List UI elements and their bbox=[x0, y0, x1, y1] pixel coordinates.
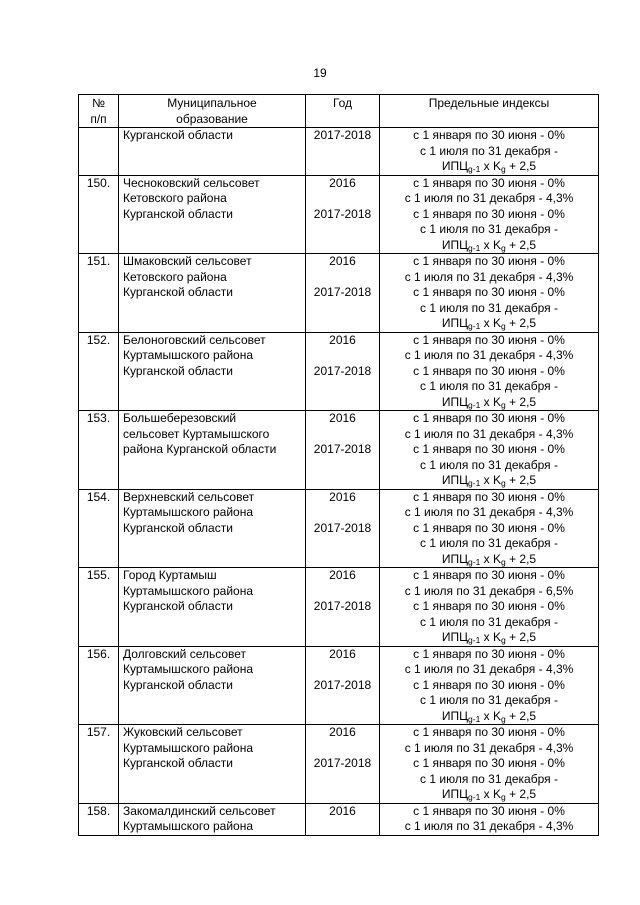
formula-base: ИПЦ bbox=[441, 708, 469, 723]
municipality-name-line: Куртамышского района bbox=[123, 348, 254, 362]
year-2016: 2016 bbox=[329, 175, 356, 190]
row-number bbox=[79, 646, 119, 725]
index-2016-first-half: с 1 января по 30 июня - 0% bbox=[413, 332, 565, 347]
row-number-text: 151. bbox=[86, 254, 111, 268]
year-cell bbox=[306, 332, 380, 411]
formula-multiplier: x K bbox=[480, 473, 501, 487]
formula-multiplier: x K bbox=[480, 630, 501, 644]
table-row bbox=[79, 128, 599, 176]
spacer bbox=[310, 191, 375, 207]
row-number bbox=[79, 489, 119, 568]
year-cell bbox=[306, 725, 380, 804]
year-2016: 2016 bbox=[329, 725, 356, 739]
limit-index-cell bbox=[380, 725, 599, 804]
municipality-name bbox=[119, 489, 306, 568]
formula-addend: + 2,5 bbox=[505, 159, 537, 173]
year-cell bbox=[306, 411, 380, 490]
index-2016-second-half: с 1 июля по 31 декабря - 4,3% bbox=[404, 662, 574, 676]
index-formula bbox=[384, 787, 594, 803]
formula-addend: + 2,5 bbox=[505, 630, 537, 644]
table-row bbox=[79, 175, 599, 254]
spacer bbox=[310, 270, 375, 286]
table-row bbox=[79, 803, 599, 835]
formula-subscript-g: g bbox=[501, 399, 506, 410]
formula-base: ИПЦ bbox=[441, 394, 469, 409]
municipality-name-line: Курганской области bbox=[123, 756, 233, 770]
formula-subscript-g-minus-1: g-1 bbox=[468, 792, 481, 802]
index-2017-first-half: с 1 января по 30 июня - 0% bbox=[413, 206, 565, 221]
formula-subscript-g-minus-1: g-1 bbox=[468, 556, 481, 567]
index-2016-first-half: с 1 января по 30 июня - 0% bbox=[413, 411, 565, 425]
row-number bbox=[79, 175, 119, 254]
row-number-text: 157. bbox=[86, 725, 111, 739]
municipality-name-line: Долговский сельсовет bbox=[123, 646, 247, 661]
limit-index-cell bbox=[380, 128, 599, 176]
index-2016-second-half: с 1 июля по 31 декабря - 4,3% bbox=[404, 426, 574, 441]
formula-subscript-g-minus-1: g-1 bbox=[468, 242, 481, 253]
table-row bbox=[79, 725, 599, 804]
row-number bbox=[79, 254, 119, 333]
year-cell bbox=[306, 128, 380, 176]
year-2017-2018: 2017-2018 bbox=[313, 756, 372, 770]
index-2017-second-half: с 1 июля по 31 декабря - bbox=[420, 771, 558, 786]
municipality-name-line: Верхневский сельсовет bbox=[123, 489, 255, 504]
formula-subscript-g: g bbox=[501, 321, 506, 331]
municipality-name-line: Большеберезовский bbox=[123, 411, 237, 425]
year-2016: 2016 bbox=[329, 254, 356, 268]
municipality-name-line: Курганской области bbox=[123, 206, 233, 221]
municipality-name bbox=[119, 128, 306, 176]
municipality-name-line: Шмаковский сельсовет bbox=[123, 254, 252, 268]
index-formula bbox=[384, 316, 594, 332]
limit-index-cell bbox=[380, 489, 599, 568]
index-2016-second-half: с 1 июля по 31 декабря - 4,3% bbox=[404, 269, 574, 284]
spacer bbox=[310, 505, 375, 521]
limit-index-cell bbox=[380, 411, 599, 490]
year-2017-2018: 2017-2018 bbox=[313, 285, 372, 299]
index-2016-second-half: с 1 июля по 31 декабря - 4,3% bbox=[404, 191, 574, 205]
municipality-name bbox=[119, 646, 306, 725]
formula-subscript-g: g bbox=[501, 164, 506, 174]
index-2017-first-half: с 1 января по 30 июня - 0% bbox=[413, 442, 565, 456]
index-2017-second-half: с 1 июля по 31 декабря - bbox=[420, 693, 558, 707]
year-2017-2018: 2017-2018 bbox=[313, 599, 372, 613]
formula-addend: + 2,5 bbox=[505, 787, 537, 801]
formula-addend: + 2,5 bbox=[505, 316, 537, 330]
year-cell bbox=[306, 646, 380, 725]
row-number-text: 152. bbox=[86, 332, 111, 347]
row-number-text: 156. bbox=[86, 646, 111, 661]
index-2017-second-half: с 1 июля по 31 декабря - bbox=[420, 457, 558, 472]
formula-subscript-g-minus-1: g-1 bbox=[468, 164, 481, 174]
index-2016-second-half: с 1 июля по 31 декабря - 4,3% bbox=[404, 348, 574, 362]
spacer bbox=[310, 584, 375, 600]
formula-base: ИПЦ bbox=[441, 237, 469, 252]
municipality-name-line: Курганской области bbox=[123, 520, 233, 535]
table-header-row bbox=[79, 95, 599, 128]
formula-base: ИПЦ bbox=[441, 787, 469, 801]
formula-subscript-g-minus-1: g-1 bbox=[468, 399, 481, 410]
index-2017-first-half: с 1 января по 30 июня - 0% bbox=[413, 599, 565, 613]
formula-base: ИПЦ bbox=[441, 630, 469, 644]
year-2017-2018: 2017-2018 bbox=[313, 442, 372, 456]
row-number-text: 154. bbox=[86, 489, 111, 504]
index-formula bbox=[384, 709, 594, 725]
page-number: 19 bbox=[313, 66, 327, 80]
index-formula bbox=[384, 159, 594, 175]
year-2016: 2016 bbox=[329, 332, 356, 347]
index-formula bbox=[384, 238, 594, 254]
index-2016-first-half: с 1 января по 30 июня - 0% bbox=[413, 803, 565, 818]
formula-multiplier: x K bbox=[480, 551, 501, 566]
table-row bbox=[79, 411, 599, 490]
table-row bbox=[79, 489, 599, 568]
formula-subscript-g-minus-1: g-1 bbox=[468, 321, 481, 331]
index-2017-first-half: с 1 января по 30 июня - 0% bbox=[413, 520, 565, 535]
spacer bbox=[310, 348, 375, 364]
year-2017-2018: 2017-2018 bbox=[313, 128, 372, 142]
index-2017-second-half: с 1 июля по 31 декабря - bbox=[420, 222, 558, 236]
limit-index-cell bbox=[380, 175, 599, 254]
year-2016: 2016 bbox=[329, 489, 356, 504]
index-formula bbox=[384, 552, 594, 568]
municipality-name-line: Курганской области bbox=[123, 285, 233, 299]
municipality-name-line: Курганской области bbox=[123, 363, 233, 378]
municipality-name-line: Куртамышского района bbox=[123, 819, 254, 833]
limit-index-cell bbox=[380, 568, 599, 647]
municipality-name bbox=[119, 725, 306, 804]
formula-base: ИПЦ bbox=[441, 551, 469, 566]
formula-subscript-g: g bbox=[501, 242, 506, 253]
formula-multiplier: x K bbox=[480, 394, 501, 409]
municipality-name-line: Куртамышского района bbox=[123, 740, 254, 755]
municipality-name-line: Кетовского района bbox=[123, 191, 227, 205]
year-cell bbox=[306, 568, 380, 647]
formula-multiplier: x K bbox=[480, 159, 501, 173]
index-2017-first-half: с 1 января по 30 июня - 0% bbox=[413, 128, 565, 142]
year-2017-2018: 2017-2018 bbox=[313, 363, 372, 378]
formula-multiplier: x K bbox=[480, 708, 501, 723]
municipality-name-line: Белоноговский сельсовет bbox=[123, 332, 266, 347]
year-cell bbox=[306, 803, 380, 835]
header-year: Год bbox=[306, 95, 380, 128]
year-2016: 2016 bbox=[329, 803, 356, 818]
index-formula bbox=[384, 630, 594, 646]
index-2016-first-half: с 1 января по 30 июня - 0% bbox=[413, 175, 565, 190]
header-municipality: Муниципальное образование bbox=[119, 95, 306, 128]
formula-subscript-g: g bbox=[501, 713, 506, 724]
municipality-name-line: Курганской области bbox=[123, 599, 233, 613]
municipality-name-line: Чесноковский сельсовет bbox=[123, 175, 260, 190]
municipality-name bbox=[119, 175, 306, 254]
municipality-name bbox=[119, 803, 306, 835]
index-2017-first-half: с 1 января по 30 июня - 0% bbox=[413, 756, 565, 770]
header-number: № п/п bbox=[79, 95, 119, 128]
row-number bbox=[79, 332, 119, 411]
formula-subscript-g: g bbox=[501, 635, 506, 645]
formula-base: ИПЦ bbox=[441, 159, 469, 173]
index-2016-second-half: с 1 июля по 31 декабря - 4,3% bbox=[404, 819, 574, 833]
year-2017-2018: 2017-2018 bbox=[313, 520, 372, 535]
spacer bbox=[310, 427, 375, 443]
row-number bbox=[79, 803, 119, 835]
row-number bbox=[79, 128, 119, 176]
municipality-name bbox=[119, 411, 306, 490]
municipality-name-line: Куртамышского района bbox=[123, 583, 254, 598]
municipality-name-line: Курганской области bbox=[123, 677, 233, 692]
row-number-text: 155. bbox=[86, 568, 111, 582]
formula-subscript-g: g bbox=[501, 556, 506, 567]
formula-multiplier: x K bbox=[480, 316, 501, 330]
row-number-text: 150. bbox=[86, 175, 111, 190]
header-limit-indices: Предельные индексы bbox=[380, 95, 599, 128]
index-2017-first-half: с 1 января по 30 июня - 0% bbox=[413, 677, 565, 692]
table-row bbox=[79, 332, 599, 411]
index-2017-second-half: с 1 июля по 31 декабря - bbox=[420, 300, 558, 315]
municipality-name-line: Куртамышского района bbox=[123, 662, 254, 676]
formula-addend: + 2,5 bbox=[505, 473, 537, 487]
limit-index-cell bbox=[380, 646, 599, 725]
index-2017-second-half: с 1 июля по 31 декабря - bbox=[420, 379, 558, 393]
index-2016-first-half: с 1 января по 30 июня - 0% bbox=[413, 646, 565, 661]
formula-subscript-g: g bbox=[501, 792, 506, 802]
formula-base: ИПЦ bbox=[441, 473, 469, 487]
index-2016-second-half: с 1 июля по 31 декабря - 4,3% bbox=[404, 740, 574, 755]
index-2017-second-half: с 1 июля по 31 декабря - bbox=[420, 536, 558, 550]
year-cell bbox=[306, 489, 380, 568]
row-number bbox=[79, 411, 119, 490]
municipality-name-line: Жуковский сельсовет bbox=[123, 725, 243, 739]
index-2016-first-half: с 1 января по 30 июня - 0% bbox=[413, 254, 565, 268]
formula-multiplier: x K bbox=[480, 787, 501, 801]
year-2017-2018: 2017-2018 bbox=[313, 677, 372, 692]
spacer bbox=[310, 741, 375, 757]
municipality-name-line: Закомалдинский сельсовет bbox=[123, 803, 276, 818]
formula-base: ИПЦ bbox=[441, 316, 469, 330]
table-row bbox=[79, 646, 599, 725]
row-number bbox=[79, 568, 119, 647]
year-cell bbox=[306, 254, 380, 333]
limit-index-cell bbox=[380, 332, 599, 411]
index-2016-first-half: с 1 января по 30 июня - 0% bbox=[413, 725, 565, 739]
municipality-name-line: Кетовского района bbox=[123, 269, 227, 284]
table-row bbox=[79, 568, 599, 647]
year-2017-2018: 2017-2018 bbox=[313, 206, 372, 221]
municipality-name-line: сельсовет Куртамышского bbox=[123, 426, 270, 441]
municipality-name-line: Куртамышского района bbox=[123, 505, 254, 519]
index-2017-first-half: с 1 января по 30 июня - 0% bbox=[413, 285, 565, 299]
municipality-name bbox=[119, 332, 306, 411]
formula-addend: + 2,5 bbox=[505, 394, 537, 409]
index-formula bbox=[384, 473, 594, 489]
formula-subscript-g: g bbox=[501, 478, 506, 488]
tariff-index-table bbox=[78, 94, 599, 836]
table-row bbox=[79, 254, 599, 333]
year-2016: 2016 bbox=[329, 568, 356, 582]
index-2016-second-half: с 1 июля по 31 декабря - 4,3% bbox=[404, 505, 574, 519]
row-number-text: 158. bbox=[86, 803, 111, 818]
formula-multiplier: x K bbox=[480, 237, 501, 252]
year-cell bbox=[306, 175, 380, 254]
municipality-name-line: района Курганской области bbox=[123, 442, 277, 456]
index-2017-second-half: с 1 июля по 31 декабря - bbox=[420, 614, 558, 629]
row-number bbox=[79, 725, 119, 804]
row-number-text: 153. bbox=[86, 411, 111, 425]
index-2016-first-half: с 1 января по 30 июня - 0% bbox=[413, 568, 565, 582]
formula-subscript-g-minus-1: g-1 bbox=[468, 713, 481, 724]
formula-addend: + 2,5 bbox=[505, 708, 537, 723]
municipality-name-line: Курганской области bbox=[123, 128, 233, 142]
formula-subscript-g-minus-1: g-1 bbox=[468, 478, 481, 488]
limit-index-cell bbox=[380, 803, 599, 835]
index-formula bbox=[384, 395, 594, 411]
municipality-name bbox=[119, 568, 306, 647]
index-2016-second-half: с 1 июля по 31 декабря - 6,5% bbox=[404, 583, 574, 598]
index-2017-second-half: с 1 июля по 31 декабря - bbox=[420, 143, 558, 158]
municipality-name-line: Город Куртамыш bbox=[123, 568, 217, 582]
formula-addend: + 2,5 bbox=[505, 237, 537, 252]
year-2016: 2016 bbox=[329, 411, 356, 425]
municipality-name bbox=[119, 254, 306, 333]
index-2017-first-half: с 1 января по 30 июня - 0% bbox=[413, 363, 565, 378]
year-2016: 2016 bbox=[329, 646, 356, 661]
formula-addend: + 2,5 bbox=[505, 551, 537, 566]
limit-index-cell bbox=[380, 254, 599, 333]
index-2016-first-half: с 1 января по 30 июня - 0% bbox=[413, 489, 565, 504]
formula-subscript-g-minus-1: g-1 bbox=[468, 635, 481, 645]
spacer bbox=[310, 662, 375, 678]
